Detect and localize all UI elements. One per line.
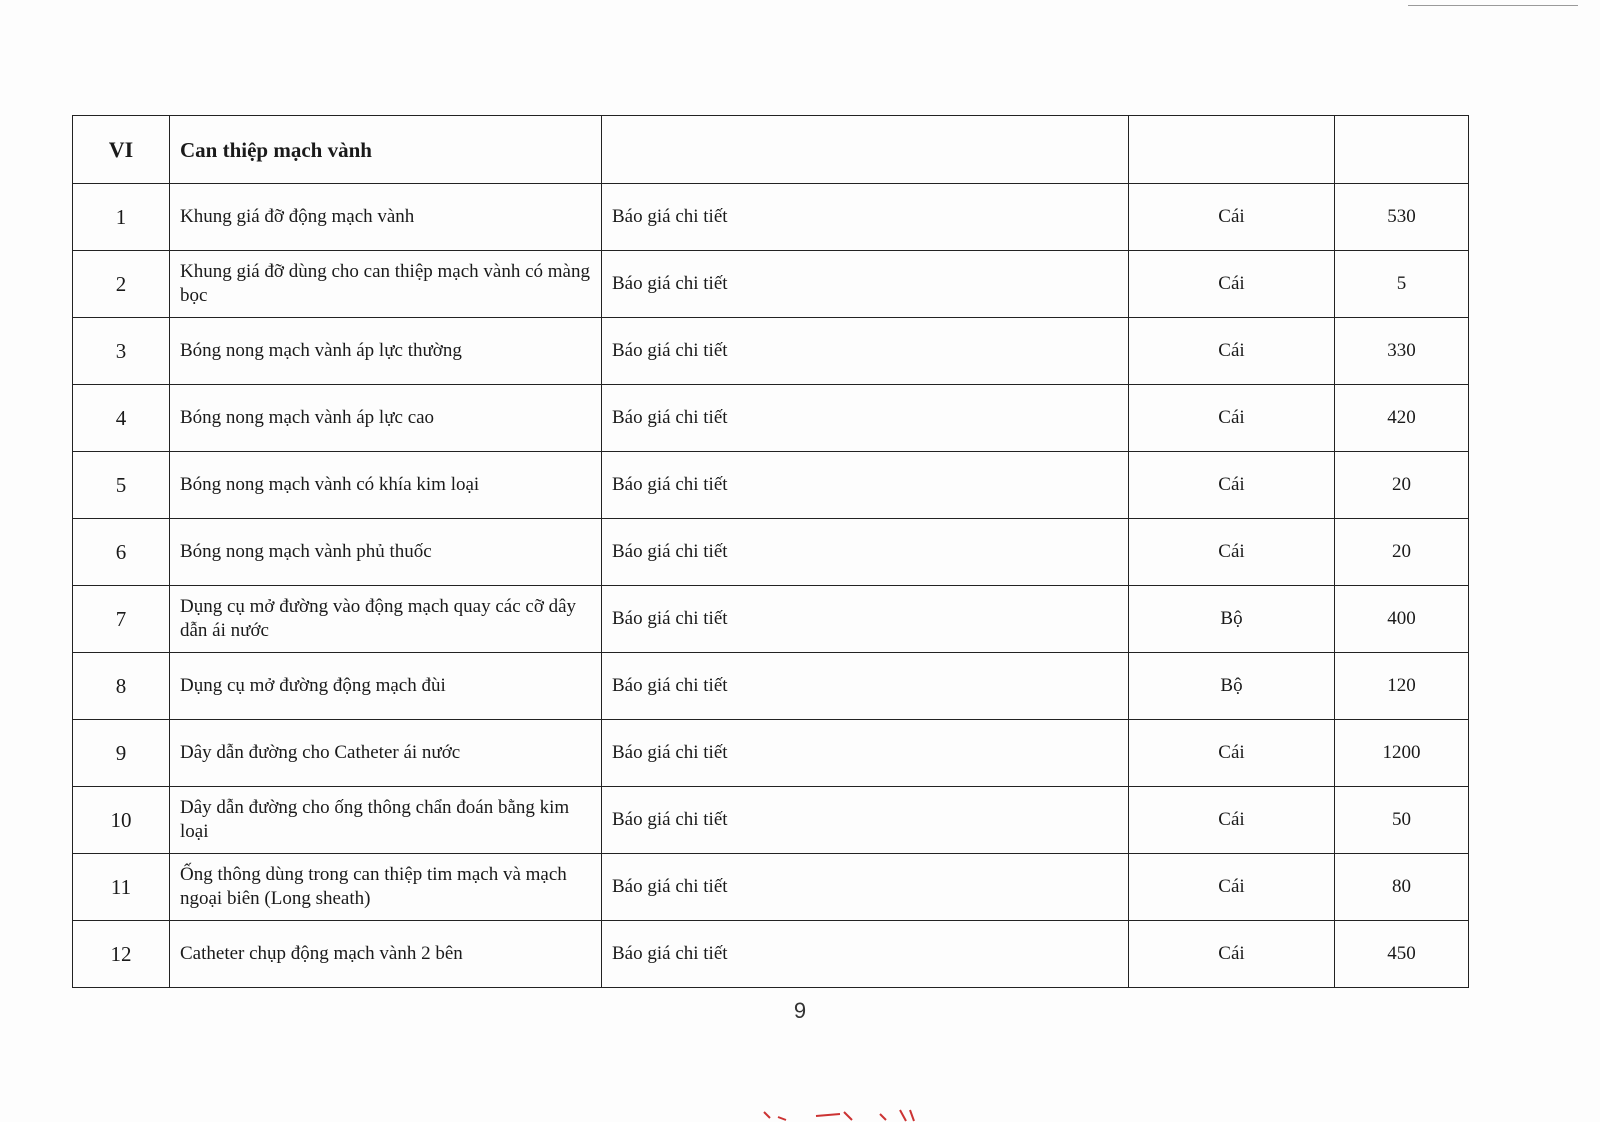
item-name: Dụng cụ mở đường động mạch đùi — [170, 653, 602, 720]
item-name: Dây dẫn đường cho ống thông chẩn đoán bằng kim loại — [170, 787, 602, 854]
item-quantity: 20 — [1335, 452, 1469, 519]
item-name: Ống thông dùng trong can thiệp tim mạch và mạch ngoại biên (Long sheath) — [170, 854, 602, 921]
row-number: 8 — [73, 653, 170, 720]
table-row — [73, 519, 1469, 586]
item-quantity: 420 — [1335, 385, 1469, 452]
row-number: 4 — [73, 385, 170, 452]
item-unit: Bộ — [1129, 653, 1335, 720]
table-row — [73, 854, 1469, 921]
items-table — [72, 115, 1469, 988]
item-name: Khung giá đỡ dùng cho can thiệp mạch vành có màng bọc — [170, 251, 602, 318]
table-row — [73, 318, 1469, 385]
item-name: Bóng nong mạch vành áp lực thường — [170, 318, 602, 385]
item-spec: Báo giá chi tiết — [602, 519, 1129, 586]
item-unit: Cái — [1129, 787, 1335, 854]
row-number: 12 — [73, 921, 170, 988]
row-number: 1 — [73, 184, 170, 251]
row-number: 10 — [73, 787, 170, 854]
item-quantity: 400 — [1335, 586, 1469, 653]
row-number: 5 — [73, 452, 170, 519]
page-number: 9 — [793, 998, 807, 1023]
item-quantity: 20 — [1335, 519, 1469, 586]
table-row — [73, 385, 1469, 452]
table-row — [73, 787, 1469, 854]
item-name: Dây dẫn đường cho Catheter ái nước — [170, 720, 602, 787]
item-spec: Báo giá chi tiết — [602, 184, 1129, 251]
item-quantity: 1200 — [1335, 720, 1469, 787]
section-empty-cell — [602, 116, 1129, 184]
item-name: Dụng cụ mở đường vào động mạch quay các cỡ dây dẫn ái nước — [170, 586, 602, 653]
item-spec: Báo giá chi tiết — [602, 720, 1129, 787]
item-quantity: 450 — [1335, 921, 1469, 988]
item-unit: Cái — [1129, 251, 1335, 318]
item-quantity: 530 — [1335, 184, 1469, 251]
section-number: VI — [73, 116, 170, 184]
item-unit: Cái — [1129, 921, 1335, 988]
item-name: Bóng nong mạch vành có khía kim loại — [170, 452, 602, 519]
item-name: Bóng nong mạch vành áp lực cao — [170, 385, 602, 452]
item-spec: Báo giá chi tiết — [602, 653, 1129, 720]
table-row — [73, 720, 1469, 787]
red-stamp-fragment — [760, 1108, 940, 1122]
item-name: Bóng nong mạch vành phủ thuốc — [170, 519, 602, 586]
item-unit: Cái — [1129, 720, 1335, 787]
scan-edge-line — [1408, 5, 1578, 6]
item-name: Khung giá đỡ động mạch vành — [170, 184, 602, 251]
item-spec: Báo giá chi tiết — [602, 921, 1129, 988]
item-spec: Báo giá chi tiết — [602, 854, 1129, 921]
row-number: 11 — [73, 854, 170, 921]
item-quantity: 50 — [1335, 787, 1469, 854]
item-spec: Báo giá chi tiết — [602, 251, 1129, 318]
table-row — [73, 921, 1469, 988]
table-row — [73, 184, 1469, 251]
section-title: Can thiệp mạch vành — [170, 116, 602, 184]
row-number: 6 — [73, 519, 170, 586]
section-empty-cell — [1335, 116, 1469, 184]
item-quantity: 80 — [1335, 854, 1469, 921]
item-spec: Báo giá chi tiết — [602, 586, 1129, 653]
item-spec: Báo giá chi tiết — [602, 452, 1129, 519]
item-name: Catheter chụp động mạch vành 2 bên — [170, 921, 602, 988]
item-spec: Báo giá chi tiết — [602, 318, 1129, 385]
table-row — [73, 586, 1469, 653]
item-unit: Cái — [1129, 854, 1335, 921]
item-unit: Cái — [1129, 452, 1335, 519]
item-spec: Báo giá chi tiết — [602, 787, 1129, 854]
item-unit: Cái — [1129, 318, 1335, 385]
row-number: 2 — [73, 251, 170, 318]
row-number: 9 — [73, 720, 170, 787]
item-spec: Báo giá chi tiết — [602, 385, 1129, 452]
row-number: 3 — [73, 318, 170, 385]
row-number: 7 — [73, 586, 170, 653]
item-unit: Cái — [1129, 184, 1335, 251]
item-unit: Bộ — [1129, 586, 1335, 653]
item-unit: Cái — [1129, 519, 1335, 586]
section-empty-cell — [1129, 116, 1335, 184]
table-row — [73, 452, 1469, 519]
section-header-row — [73, 116, 1469, 184]
item-unit: Cái — [1129, 385, 1335, 452]
table-row — [73, 653, 1469, 720]
item-quantity: 120 — [1335, 653, 1469, 720]
item-quantity: 330 — [1335, 318, 1469, 385]
table-row — [73, 251, 1469, 318]
item-quantity: 5 — [1335, 251, 1469, 318]
